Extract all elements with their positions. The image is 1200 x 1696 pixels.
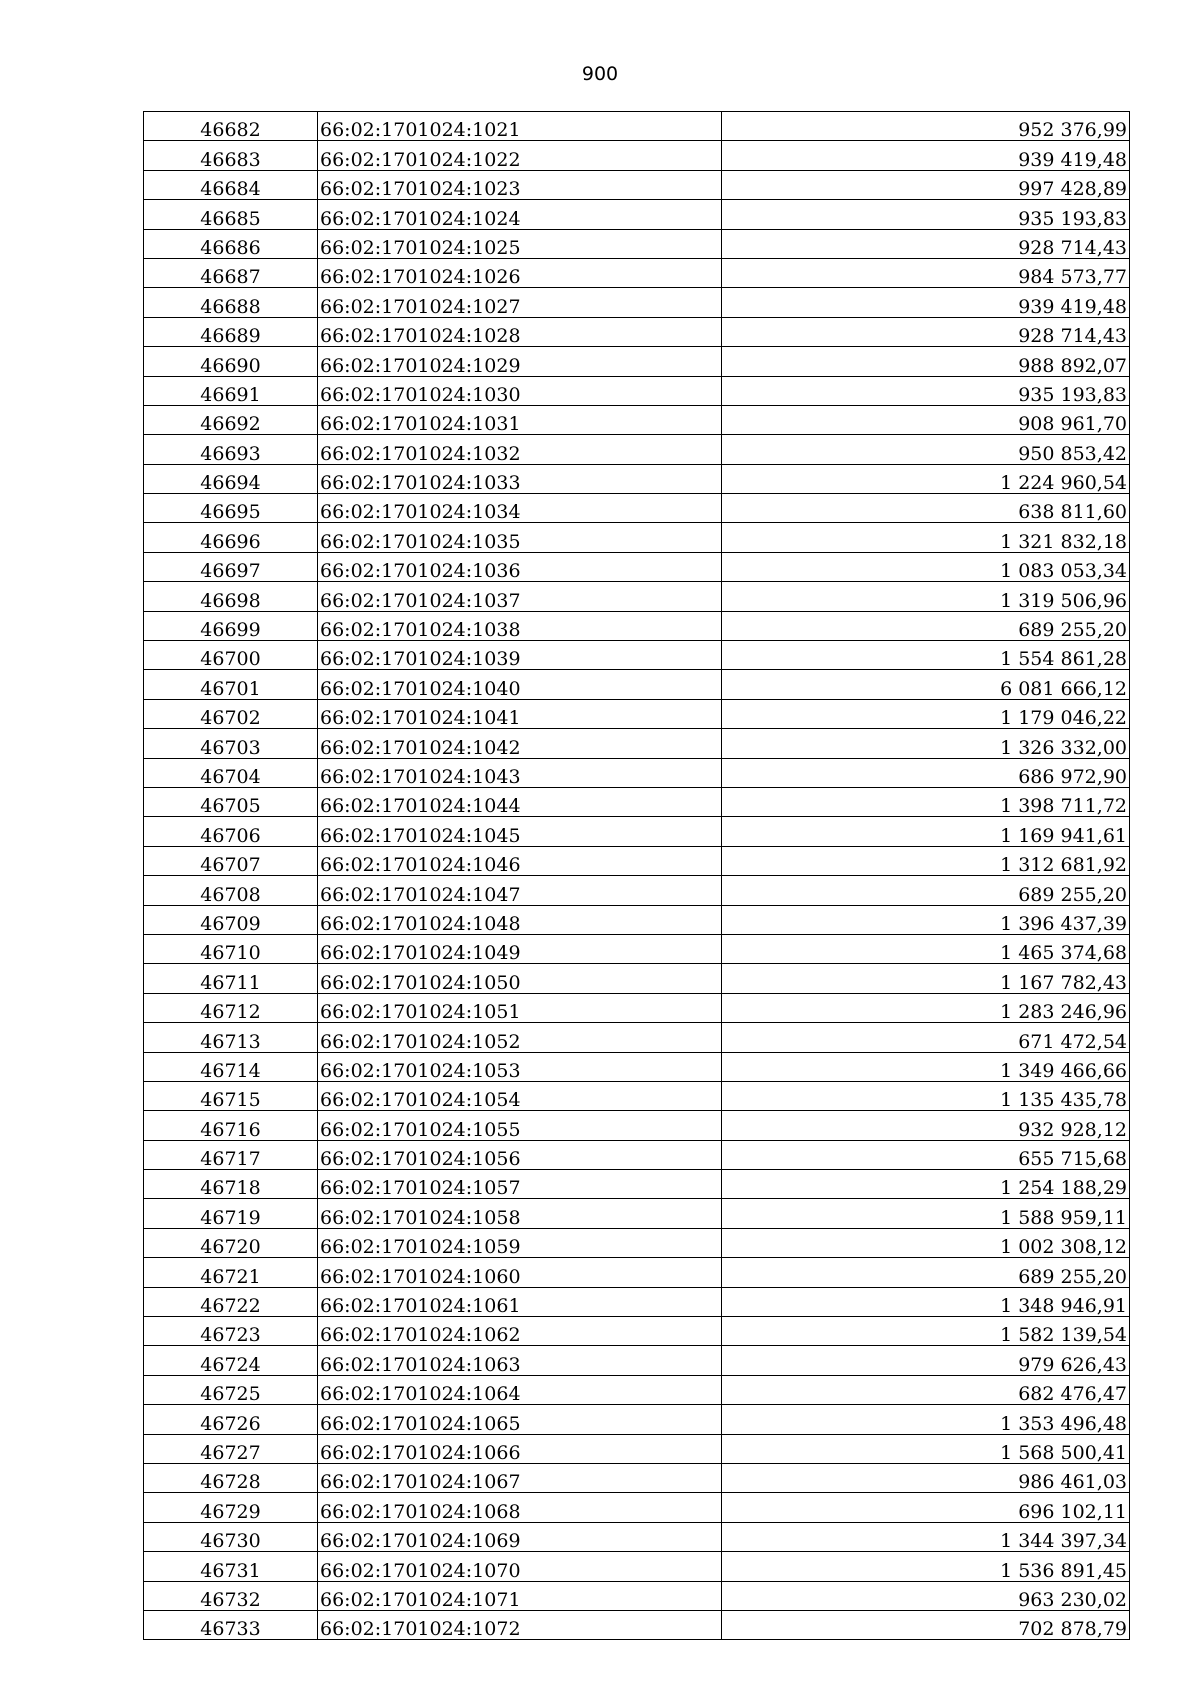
table-row [144,641,1130,670]
table-row [144,258,1130,287]
table-row [144,435,1130,464]
row-number-cell: 46702 [144,699,318,728]
table-row [144,905,1130,934]
cadastral-number-cell: 66:02:1701024:1051 [318,993,722,1022]
row-number-cell: 46701 [144,670,318,699]
table-row [144,1493,1130,1522]
cadastral-value-cell: 963 230,02 [722,1581,1130,1610]
row-number-cell: 46730 [144,1522,318,1551]
row-number-cell: 46719 [144,1199,318,1228]
cadastral-value-table [143,111,1130,1640]
row-number-cell: 46717 [144,1140,318,1169]
cadastral-number-cell: 66:02:1701024:1032 [318,435,722,464]
table-row [144,200,1130,229]
cadastral-value-cell: 908 961,70 [722,405,1130,434]
cadastral-number-cell: 66:02:1701024:1022 [318,141,722,170]
row-number-cell: 46694 [144,464,318,493]
table-row [144,1199,1130,1228]
cadastral-value-cell: 984 573,77 [722,258,1130,287]
row-number-cell: 46722 [144,1287,318,1316]
cadastral-number-cell: 66:02:1701024:1070 [318,1552,722,1581]
table-row [144,1170,1130,1199]
cadastral-number-cell: 66:02:1701024:1026 [318,258,722,287]
table-row [144,141,1130,170]
table-row [144,670,1130,699]
table-row [144,993,1130,1022]
row-number-cell: 46699 [144,611,318,640]
cadastral-value-cell: 1 167 782,43 [722,964,1130,993]
table-row [144,1140,1130,1169]
table-row [144,112,1130,141]
cadastral-number-cell: 66:02:1701024:1046 [318,846,722,875]
row-number-cell: 46715 [144,1081,318,1110]
cadastral-number-cell: 66:02:1701024:1035 [318,523,722,552]
row-number-cell: 46690 [144,347,318,376]
table-row [144,1552,1130,1581]
cadastral-value-cell: 702 878,79 [722,1610,1130,1639]
row-number-cell: 46691 [144,376,318,405]
table-row [144,1375,1130,1404]
cadastral-number-cell: 66:02:1701024:1062 [318,1317,722,1346]
cadastral-value-cell: 1 398 711,72 [722,787,1130,816]
table-row [144,876,1130,905]
cadastral-value-cell: 935 193,83 [722,200,1130,229]
row-number-cell: 46706 [144,817,318,846]
cadastral-value-cell: 686 972,90 [722,758,1130,787]
cadastral-number-cell: 66:02:1701024:1044 [318,787,722,816]
cadastral-value-cell: 1 179 046,22 [722,699,1130,728]
row-number-cell: 46698 [144,582,318,611]
table-row [144,699,1130,728]
cadastral-number-cell: 66:02:1701024:1054 [318,1081,722,1110]
cadastral-value-cell: 1 554 861,28 [722,641,1130,670]
row-number-cell: 46703 [144,729,318,758]
cadastral-value-cell: 689 255,20 [722,1258,1130,1287]
cadastral-number-cell: 66:02:1701024:1028 [318,317,722,346]
table-row [144,1610,1130,1639]
table-row [144,1023,1130,1052]
table-row [144,787,1130,816]
table-row [144,582,1130,611]
cadastral-value-cell: 1 582 139,54 [722,1317,1130,1346]
cadastral-number-cell: 66:02:1701024:1061 [318,1287,722,1316]
cadastral-number-cell: 66:02:1701024:1059 [318,1228,722,1257]
row-number-cell: 46684 [144,170,318,199]
cadastral-number-cell: 66:02:1701024:1030 [318,376,722,405]
row-number-cell: 46714 [144,1052,318,1081]
cadastral-number-cell: 66:02:1701024:1042 [318,729,722,758]
cadastral-number-cell: 66:02:1701024:1043 [318,758,722,787]
table-row [144,1405,1130,1434]
row-number-cell: 46685 [144,200,318,229]
cadastral-number-cell: 66:02:1701024:1072 [318,1610,722,1639]
cadastral-number-cell: 66:02:1701024:1029 [318,347,722,376]
cadastral-number-cell: 66:02:1701024:1053 [318,1052,722,1081]
row-number-cell: 46682 [144,112,318,141]
cadastral-number-cell: 66:02:1701024:1056 [318,1140,722,1169]
cadastral-number-cell: 66:02:1701024:1049 [318,934,722,963]
row-number-cell: 46721 [144,1258,318,1287]
table-row [144,464,1130,493]
cadastral-value-cell: 689 255,20 [722,876,1130,905]
cadastral-value-cell: 1 465 374,68 [722,934,1130,963]
row-number-cell: 46720 [144,1228,318,1257]
table-row [144,1052,1130,1081]
row-number-cell: 46728 [144,1463,318,1492]
row-number-cell: 46687 [144,258,318,287]
cadastral-number-cell: 66:02:1701024:1024 [318,200,722,229]
table-row [144,229,1130,258]
cadastral-value-cell: 1 002 308,12 [722,1228,1130,1257]
row-number-cell: 46727 [144,1434,318,1463]
cadastral-value-cell: 979 626,43 [722,1346,1130,1375]
table-row [144,376,1130,405]
cadastral-number-cell: 66:02:1701024:1039 [318,641,722,670]
cadastral-number-cell: 66:02:1701024:1038 [318,611,722,640]
cadastral-number-cell: 66:02:1701024:1067 [318,1463,722,1492]
row-number-cell: 46709 [144,905,318,934]
row-number-cell: 46683 [144,141,318,170]
cadastral-value-cell: 1 536 891,45 [722,1552,1130,1581]
cadastral-value-cell: 928 714,43 [722,229,1130,258]
cadastral-number-cell: 66:02:1701024:1066 [318,1434,722,1463]
cadastral-number-cell: 66:02:1701024:1057 [318,1170,722,1199]
row-number-cell: 46725 [144,1375,318,1404]
table-row [144,1522,1130,1551]
table-row [144,1463,1130,1492]
cadastral-number-cell: 66:02:1701024:1027 [318,288,722,317]
row-number-cell: 46711 [144,964,318,993]
table-row [144,1434,1130,1463]
cadastral-value-cell: 655 715,68 [722,1140,1130,1169]
row-number-cell: 46697 [144,552,318,581]
row-number-cell: 46723 [144,1317,318,1346]
table-row [144,1111,1130,1140]
table-row [144,846,1130,875]
table-row [144,523,1130,552]
cadastral-value-cell: 1 135 435,78 [722,1081,1130,1110]
cadastral-value-cell: 1 588 959,11 [722,1199,1130,1228]
row-number-cell: 46729 [144,1493,318,1522]
cadastral-number-cell: 66:02:1701024:1023 [318,170,722,199]
cadastral-number-cell: 66:02:1701024:1040 [318,670,722,699]
row-number-cell: 46705 [144,787,318,816]
table-row [144,170,1130,199]
table-row [144,1081,1130,1110]
row-number-cell: 46726 [144,1405,318,1434]
cadastral-value-cell: 1 224 960,54 [722,464,1130,493]
row-number-cell: 46716 [144,1111,318,1140]
row-number-cell: 46704 [144,758,318,787]
cadastral-value-cell: 1 348 946,91 [722,1287,1130,1316]
cadastral-number-cell: 66:02:1701024:1055 [318,1111,722,1140]
table-row [144,817,1130,846]
row-number-cell: 46700 [144,641,318,670]
table-row [144,1317,1130,1346]
row-number-cell: 46724 [144,1346,318,1375]
cadastral-number-cell: 66:02:1701024:1034 [318,494,722,523]
table-row [144,1287,1130,1316]
cadastral-value-cell: 1 349 466,66 [722,1052,1130,1081]
cadastral-value-cell: 932 928,12 [722,1111,1130,1140]
cadastral-value-cell: 986 461,03 [722,1463,1130,1492]
cadastral-value-cell: 1 321 832,18 [722,523,1130,552]
row-number-cell: 46712 [144,993,318,1022]
row-number-cell: 46692 [144,405,318,434]
cadastral-number-cell: 66:02:1701024:1064 [318,1375,722,1404]
table-body [144,112,1130,1640]
row-number-cell: 46708 [144,876,318,905]
page-number: 900 [581,63,619,85]
table-row [144,1258,1130,1287]
cadastral-value-cell: 988 892,07 [722,347,1130,376]
cadastral-value-cell: 638 811,60 [722,494,1130,523]
row-number-cell: 46713 [144,1023,318,1052]
table-row [144,758,1130,787]
row-number-cell: 46689 [144,317,318,346]
table-row [144,729,1130,758]
table-row [144,317,1130,346]
cadastral-value-cell: 1 283 246,96 [722,993,1130,1022]
cadastral-number-cell: 66:02:1701024:1050 [318,964,722,993]
cadastral-value-cell: 1 083 053,34 [722,552,1130,581]
cadastral-value-cell: 1 312 681,92 [722,846,1130,875]
cadastral-number-cell: 66:02:1701024:1068 [318,1493,722,1522]
cadastral-number-cell: 66:02:1701024:1033 [318,464,722,493]
table-row [144,405,1130,434]
row-number-cell: 46696 [144,523,318,552]
cadastral-number-cell: 66:02:1701024:1047 [318,876,722,905]
cadastral-number-cell: 66:02:1701024:1052 [318,1023,722,1052]
cadastral-number-cell: 66:02:1701024:1048 [318,905,722,934]
cadastral-number-cell: 66:02:1701024:1071 [318,1581,722,1610]
cadastral-number-cell: 66:02:1701024:1025 [318,229,722,258]
cadastral-value-cell: 1 326 332,00 [722,729,1130,758]
cadastral-value-cell: 682 476,47 [722,1375,1130,1404]
cadastral-number-cell: 66:02:1701024:1065 [318,1405,722,1434]
table-row [144,288,1130,317]
cadastral-value-cell: 1 568 500,41 [722,1434,1130,1463]
cadastral-number-cell: 66:02:1701024:1036 [318,552,722,581]
row-number-cell: 46718 [144,1170,318,1199]
row-number-cell: 46732 [144,1581,318,1610]
cadastral-value-cell: 1 396 437,39 [722,905,1130,934]
cadastral-value-cell: 939 419,48 [722,288,1130,317]
cadastral-value-cell: 997 428,89 [722,170,1130,199]
cadastral-number-cell: 66:02:1701024:1037 [318,582,722,611]
row-number-cell: 46695 [144,494,318,523]
table-row [144,552,1130,581]
cadastral-value-cell: 1 254 188,29 [722,1170,1130,1199]
table-row [144,611,1130,640]
cadastral-number-cell: 66:02:1701024:1045 [318,817,722,846]
cadastral-value-cell: 952 376,99 [722,112,1130,141]
cadastral-value-cell: 1 344 397,34 [722,1522,1130,1551]
cadastral-value-cell: 950 853,42 [722,435,1130,464]
row-number-cell: 46693 [144,435,318,464]
cadastral-value-cell: 939 419,48 [722,141,1130,170]
cadastral-value-cell: 928 714,43 [722,317,1130,346]
row-number-cell: 46731 [144,1552,318,1581]
table-row [144,1228,1130,1257]
cadastral-number-cell: 66:02:1701024:1069 [318,1522,722,1551]
cadastral-value-cell: 1 169 941,61 [722,817,1130,846]
table-row [144,1346,1130,1375]
row-number-cell: 46707 [144,846,318,875]
cadastral-value-cell: 1 319 506,96 [722,582,1130,611]
cadastral-number-cell: 66:02:1701024:1031 [318,405,722,434]
cadastral-number-cell: 66:02:1701024:1021 [318,112,722,141]
row-number-cell: 46686 [144,229,318,258]
table-row [144,964,1130,993]
table-row [144,1581,1130,1610]
cadastral-value-cell: 696 102,11 [722,1493,1130,1522]
row-number-cell: 46733 [144,1610,318,1639]
table-row [144,934,1130,963]
cadastral-number-cell: 66:02:1701024:1041 [318,699,722,728]
cadastral-value-cell: 935 193,83 [722,376,1130,405]
cadastral-number-cell: 66:02:1701024:1063 [318,1346,722,1375]
table-row [144,347,1130,376]
cadastral-number-cell: 66:02:1701024:1060 [318,1258,722,1287]
cadastral-value-cell: 6 081 666,12 [722,670,1130,699]
row-number-cell: 46688 [144,288,318,317]
cadastral-number-cell: 66:02:1701024:1058 [318,1199,722,1228]
table-row [144,494,1130,523]
cadastral-value-cell: 689 255,20 [722,611,1130,640]
cadastral-value-cell: 1 353 496,48 [722,1405,1130,1434]
cadastral-value-cell: 671 472,54 [722,1023,1130,1052]
row-number-cell: 46710 [144,934,318,963]
